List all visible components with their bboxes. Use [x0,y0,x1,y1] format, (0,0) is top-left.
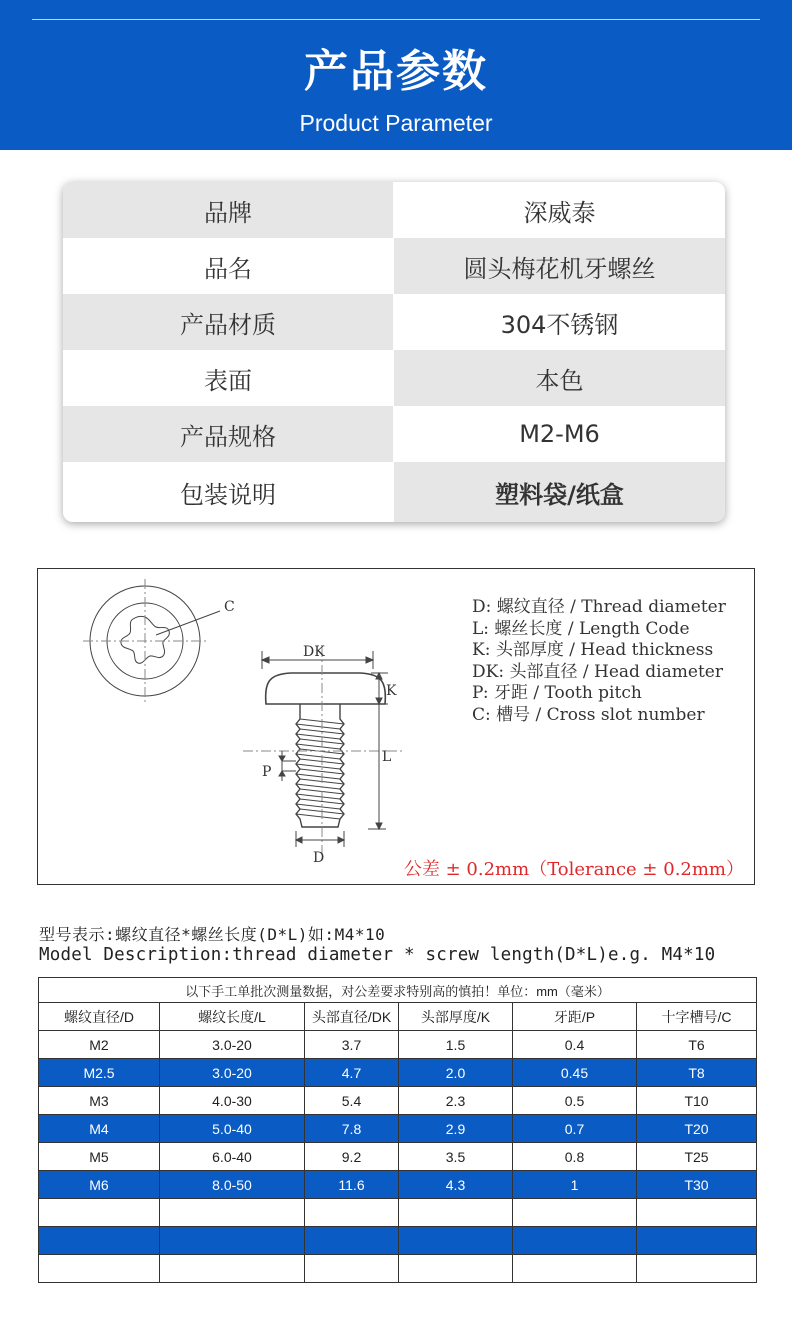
table-cell: M6 [39,1171,160,1199]
legend-item: K: 头部厚度 / Head thickness [472,640,714,661]
param-key: 产品材质 [63,294,393,350]
table-cell [637,1255,757,1283]
param-value: 深威泰 [393,182,725,238]
tolerance-note: 公差 ± 0.2mm（Tolerance ± 0.2mm） [403,859,744,880]
parameter-card [63,182,725,522]
column-header: 牙距/P [513,1003,637,1031]
table-cell [160,1199,305,1227]
table-cell: M4 [39,1115,160,1143]
table-row [39,1227,757,1255]
param-key: 表面 [63,350,393,406]
param-value: 圆头梅花机牙螺丝 [393,238,725,294]
param-row [63,182,725,238]
table-cell: 9.2 [305,1143,399,1171]
table-cell [513,1227,637,1255]
table-row [39,1199,757,1227]
table-cell: T8 [637,1059,757,1087]
model-description-cn: 型号表示:螺纹直径*螺丝长度(D*L)如:M4*10 [39,925,386,944]
table-cell [513,1255,637,1283]
table-cell: 4.0-30 [160,1087,305,1115]
table-cell: 5.4 [305,1087,399,1115]
page-subtitle: Product Parameter [299,110,493,136]
table-cell: 1.5 [399,1031,513,1059]
table-cell [160,1227,305,1255]
table-row [39,1059,757,1087]
table-cell: 0.8 [513,1143,637,1171]
label-d: D [313,850,325,866]
table-cell: 4.7 [305,1059,399,1087]
table-cell: 0.5 [513,1087,637,1115]
param-key: 包装说明 [63,462,393,522]
label-k: K [386,683,397,699]
legend-item: DK: 头部直径 / Head diameter [472,661,723,682]
column-header: 头部厚度/K [399,1003,513,1031]
table-cell: T6 [637,1031,757,1059]
screw-head [266,673,386,704]
table-row [39,1115,757,1143]
table-cell [637,1227,757,1255]
table-cell: 6.0-40 [160,1143,305,1171]
table-cell [399,1255,513,1283]
table-row [39,1031,757,1059]
table-cell: 3.0-20 [160,1031,305,1059]
model-description-en: Model Description:thread diameter * screw length(D*L)e.g. M4*10 [39,945,716,965]
table-cell: 3.0-20 [160,1059,305,1087]
table-cell: 0.7 [513,1115,637,1143]
dimension-legend [472,597,726,727]
table-cell: M2.5 [39,1059,160,1087]
table-cell: 4.3 [399,1171,513,1199]
legend-item: P: 牙距 / Tooth pitch [472,683,642,704]
table-cell [399,1227,513,1255]
param-value: 塑料袋/纸盒 [393,462,725,522]
table-cell: 8.0-50 [160,1171,305,1199]
table-cell [637,1199,757,1227]
screw-diagram [37,568,755,885]
page-header [0,0,792,150]
param-key: 品牌 [63,182,393,238]
table-cell: 5.0-40 [160,1115,305,1143]
legend-item: L: 螺丝长度 / Length Code [472,618,690,639]
param-value: 304不锈钢 [393,294,725,350]
legend-item: D: 螺纹直径 / Thread diameter [472,597,726,617]
table-cell: 0.4 [513,1031,637,1059]
table-cell: M2 [39,1031,160,1059]
table-cell [399,1199,513,1227]
column-header: 十字槽号/C [637,1003,757,1031]
label-dk: DK [303,644,325,660]
table-cell [305,1255,399,1283]
table-header-row [39,1003,757,1031]
param-value: 本色 [393,350,725,406]
label-l: L [382,749,392,765]
table-caption: 以下手工单批次测量数据，对公差要求特别高的慎拍！单位：mm（毫米） [39,978,757,1003]
param-row [63,462,725,522]
table-cell: 3.7 [305,1031,399,1059]
table-cell: M3 [39,1087,160,1115]
table-cell: 2.9 [399,1115,513,1143]
table-cell: T25 [637,1143,757,1171]
label-p: P [262,764,272,780]
table-cell: T30 [637,1171,757,1199]
page-title: 产品参数 [304,46,488,97]
param-row [63,350,725,406]
table-row [39,1255,757,1283]
table-cell: T10 [637,1087,757,1115]
table-cell [39,1227,160,1255]
table-cell: 2.3 [399,1087,513,1115]
table-cell: M5 [39,1143,160,1171]
table-cell: 1 [513,1171,637,1199]
header-divider [32,19,760,20]
spec-table [38,977,757,1283]
param-key: 品名 [63,238,393,294]
legend-item: C: 槽号 / Cross slot number [472,704,705,725]
column-header: 头部直径/DK [305,1003,399,1031]
table-caption-row [39,978,757,1003]
param-value: M2-M6 [393,406,725,462]
column-header: 螺纹直径/D [39,1003,160,1031]
table-row [39,1171,757,1199]
table-cell: 11.6 [305,1171,399,1199]
param-row [63,238,725,294]
table-row [39,1087,757,1115]
column-header: 螺纹长度/L [160,1003,305,1031]
table-cell: 0.45 [513,1059,637,1087]
table-cell: 7.8 [305,1115,399,1143]
label-c: C [224,599,235,615]
table-cell [513,1199,637,1227]
param-row [63,406,725,462]
table-cell [160,1255,305,1283]
param-key: 产品规格 [63,406,393,462]
table-cell [39,1255,160,1283]
table-cell: 2.0 [399,1059,513,1087]
table-cell: T20 [637,1115,757,1143]
table-cell: 3.5 [399,1143,513,1171]
param-row [63,294,725,350]
table-row [39,1143,757,1171]
table-cell [39,1199,160,1227]
table-cell [305,1227,399,1255]
table-cell [305,1199,399,1227]
